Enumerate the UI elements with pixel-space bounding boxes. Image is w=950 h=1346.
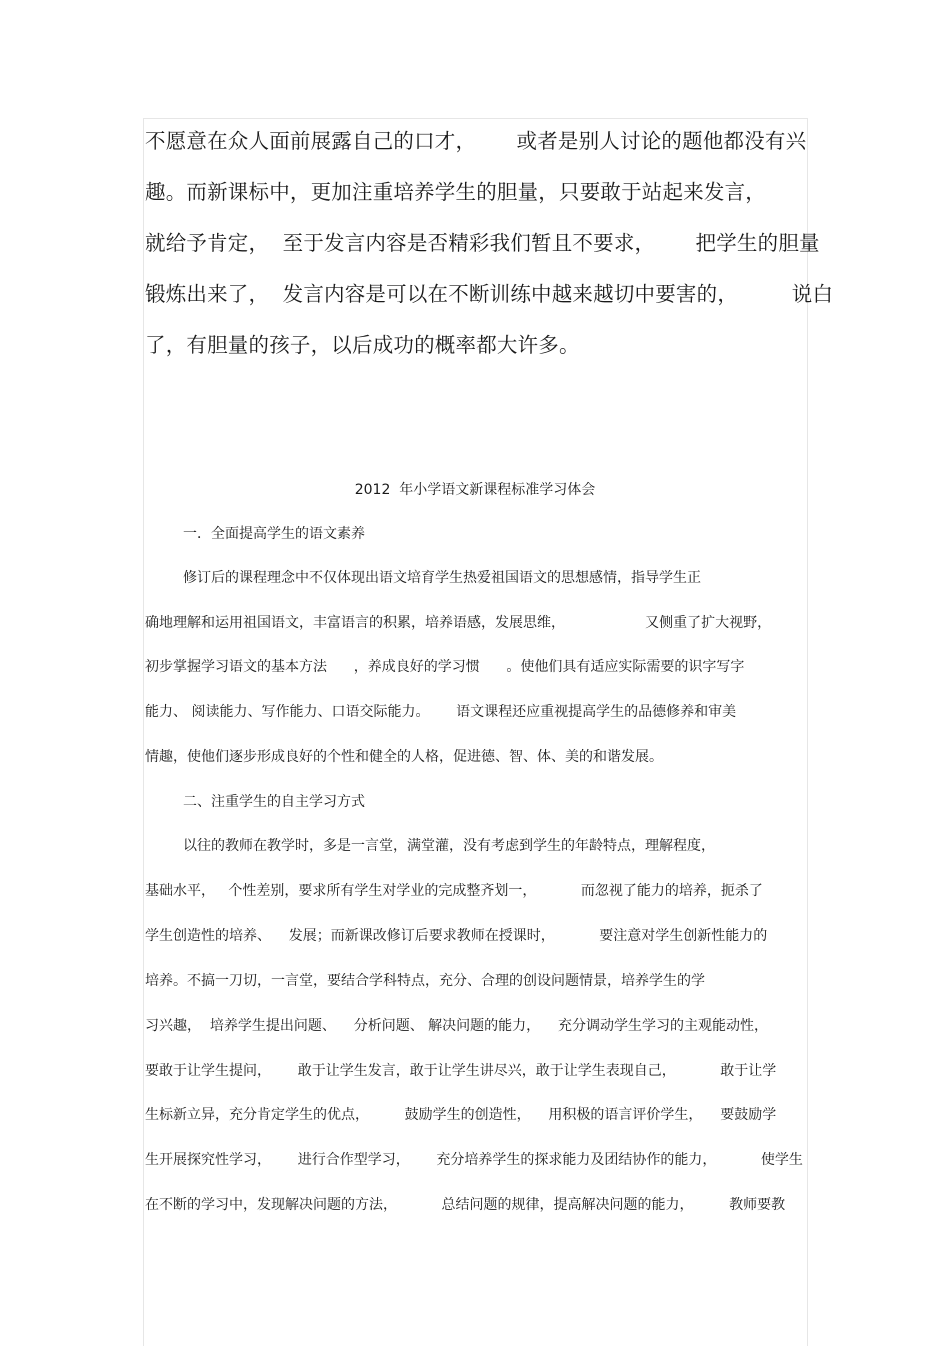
text-line: 不愿意在众人面前展露自己的口才， 或者是别人讨论的题他都没有兴	[145, 129, 807, 153]
text-line: 了，有胆量的孩子，以后成功的概率都大许多。	[145, 333, 580, 357]
text-line: 生开展探究性学习， 进行合作型学习， 充分培养学生的探求能力及团结协作的能力， 使学生	[145, 1152, 803, 1168]
text-line: 能力、 阅读能力、写作能力、口语交际能力。 语文课程还应重视提高学生的品德修养和审美	[145, 704, 737, 720]
text-line: 以往的教师在教学时，多是一言堂，满堂灌，没有考虑到学生的年龄特点，理解程度，	[183, 838, 715, 854]
text-line: 基础水平， 个性差别，要求所有学生对学业的完成整齐划一， 而忽视了能力的培养，扼杀了	[145, 883, 763, 899]
text-line: 就给予肯定， 至于发言内容是否精彩我们暂且不要求， 把学生的胆量	[145, 231, 820, 255]
text-line: 要敢于让学生提问， 敢于让学生发言，敢于让学生讲尽兴，敢于让学生表现自己， 敢于让学	[145, 1063, 777, 1079]
text-line: 初步掌握学习语文的基本方法 ，养成良好的学习惯 。使他们具有适应实际需要的识字写字	[145, 659, 745, 675]
text-line: 锻炼出来了， 发言内容是可以在不断训练中越来越切中要害的， 说白	[145, 282, 834, 306]
text-line: 情趣，使他们逐步形成良好的个性和健全的人格，促进德、智、体、美的和谐发展。	[145, 749, 663, 765]
text-line: 趣。而新课标中，更加注重培养学生的胆量，只要敢于站起来发言，	[145, 180, 766, 204]
document-title: 2012 年小学语文新课程标准学习体会	[354, 482, 596, 498]
text-line: 生标新立异，充分肯定学生的优点， 鼓励学生的创造性， 用积极的语言评价学生， 要鼓励学	[145, 1107, 777, 1123]
section-heading: 一．全面提高学生的语文素养	[183, 526, 365, 542]
section-heading: 二、注重学生的自主学习方式	[183, 794, 365, 810]
text-line: 学生创造性的培养、 发展；而新课改修订后要求教师在授课时， 要注意对学生创新性能力的	[145, 928, 768, 944]
text-line: 确地理解和运用祖国语文，丰富语言的积累，培养语感，发展思维， 又侧重了扩大视野，	[145, 615, 772, 631]
text-line: 习兴趣， 培养学生提出问题、 分析问题、 解决问题的能力， 充分调动学生学习的主观能动性，	[145, 1018, 768, 1034]
text-line: 修订后的课程理念中不仅体现出语文培育学生热爱祖国语文的思想感情，指导学生正	[183, 570, 701, 586]
text-line: 在不断的学习中，发现解决问题的方法， 总结问题的规律，提高解决问题的能力， 教师要教	[145, 1197, 786, 1213]
text-line: 培养。不搞一刀切，一言堂，要结合学科特点，充分、合理的创设问题情景，培养学生的学	[145, 973, 705, 989]
